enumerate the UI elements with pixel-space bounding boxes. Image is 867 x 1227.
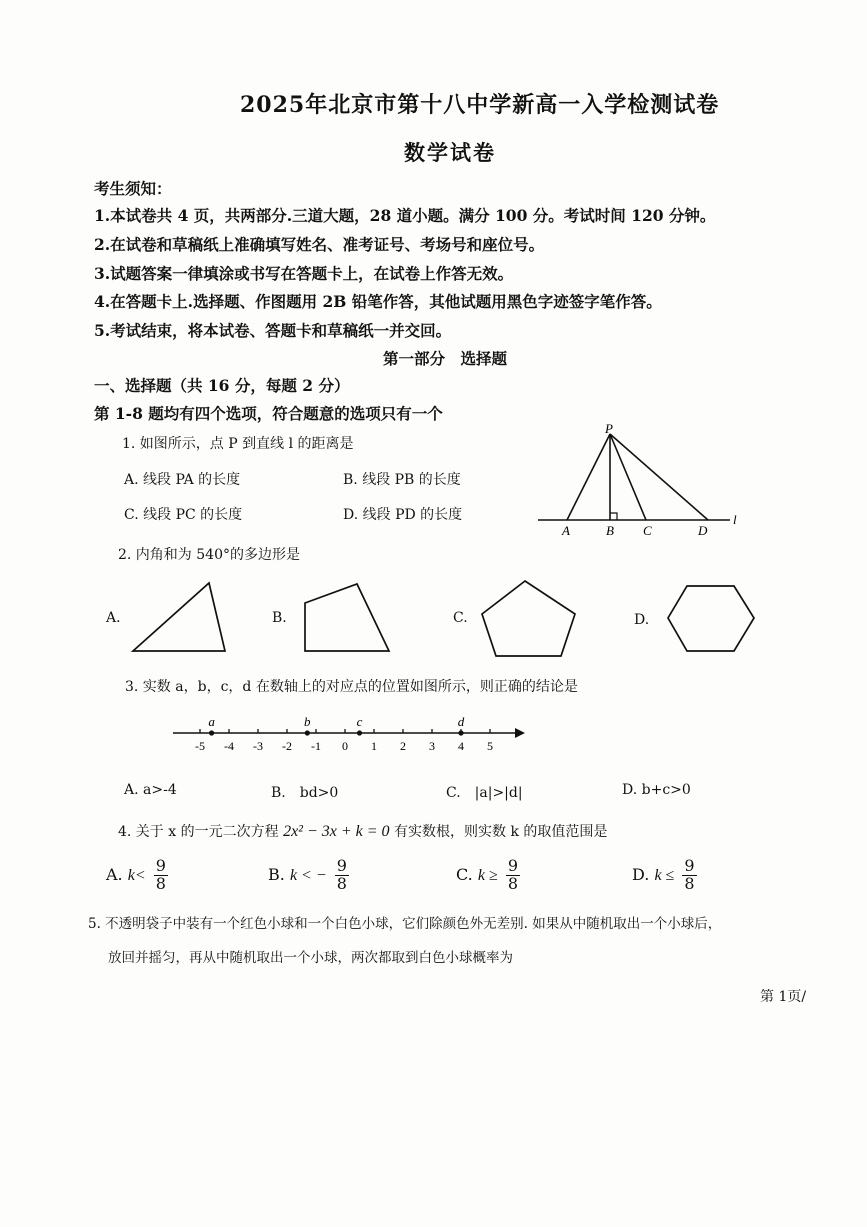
- number-line-arrow: [515, 728, 525, 738]
- tick-label: 1: [371, 739, 377, 753]
- q4-option-b: B. k < − $\frac{9}{8}$: [268, 856, 347, 893]
- quadrilateral-shape: [297, 578, 397, 658]
- tick-label: -2: [282, 739, 292, 753]
- tick-label: 2: [400, 739, 406, 753]
- q1-option-a: A. 线段 PA 的长度: [124, 472, 241, 488]
- q4-stem: [118, 821, 607, 841]
- q3-option-b: B. bd>0: [271, 785, 339, 801]
- tick-label: 4: [458, 739, 464, 753]
- q1-option-d: D. 线段 PD 的长度: [343, 507, 463, 523]
- fraction: $\frac{9}{8}$: [336, 856, 347, 893]
- q4-stem-post: 有实数根，则实数 k 的取值范围是: [394, 824, 608, 840]
- label-c: C: [643, 523, 652, 538]
- q2-option-c: C.: [453, 610, 468, 626]
- hexagon-shape: [664, 582, 759, 657]
- label-a: A: [562, 523, 570, 538]
- tick-label: -5: [195, 739, 205, 753]
- fraction: $\frac{9}{8}$: [507, 856, 519, 893]
- tick-label: 5: [487, 739, 493, 753]
- q3-option-d: D. b+c>0: [622, 782, 691, 798]
- page-number: 第 1页/: [760, 989, 807, 1005]
- q1-stem: 1. 如图所示，点 P 到直线 l 的距离是: [122, 436, 354, 452]
- q4-stem-pre: 4. 关于 x 的一元二次方程: [118, 824, 279, 840]
- notice-item-2: 2.在试卷和草稿纸上准确填写姓名、准考证号、考场号和座位号。: [94, 235, 545, 254]
- segment-pc: [610, 434, 646, 520]
- exam-title: 2025年北京市第十八中学新高一入学检测试卷: [240, 92, 720, 118]
- triangle-shape: [125, 575, 235, 660]
- point-a: [209, 730, 214, 735]
- segment-pd: [610, 434, 708, 520]
- tick-label: -1: [311, 739, 321, 753]
- q2-option-b: B.: [272, 610, 287, 626]
- notice-item-5: 5.考试结束，将本试卷、答题卡和草稿纸一并交回。: [94, 321, 452, 340]
- fraction: $\frac{9}{8}$: [155, 856, 166, 893]
- tick-label: -3: [253, 739, 263, 753]
- q4-option-c: C. k ≥ $\frac{9}{8}$: [456, 856, 519, 893]
- q3-option-a: A. a>-4: [124, 782, 177, 798]
- q4-option-d: D. k ≤ $\frac{9}{8}$: [632, 856, 695, 893]
- label-p: P: [605, 421, 613, 436]
- point-d: [458, 730, 463, 735]
- section-heading: 一、选择题（共 16 分，每题 2 分）: [94, 376, 350, 395]
- q2-option-d: D.: [634, 612, 650, 628]
- q2-option-a: A.: [106, 610, 121, 626]
- point-label-a: a: [208, 714, 215, 729]
- pentagon-shape: [477, 578, 587, 660]
- q2-stem: 2. 内角和为 540°的多边形是: [118, 547, 300, 563]
- q1-figure: [530, 420, 750, 545]
- number-line: [165, 712, 535, 757]
- tick-label: -4: [224, 739, 234, 753]
- tick-label: 0: [342, 739, 348, 753]
- point-label-b: b: [304, 714, 311, 729]
- point-label-c: c: [356, 714, 363, 729]
- exam-subtitle: 数学试卷: [404, 140, 496, 165]
- q3-option-c: C. |a|>|d|: [446, 785, 523, 801]
- fraction: $\frac{9}{8}$: [684, 856, 695, 893]
- segment-pa: [567, 434, 610, 520]
- notice-item-4: 4.在答题卡上.选择题、作图题用 2B 铅笔作答，其他试题用黑色字迹签字笔作答。: [94, 292, 662, 311]
- point-b: [305, 730, 310, 735]
- label-l: l: [733, 512, 737, 527]
- q3-stem: 3. 实数 a，b，c，d 在数轴上的对应点的位置如图所示，则正确的结论是: [125, 679, 578, 695]
- tick-label: 3: [429, 739, 435, 753]
- point-label-d: d: [457, 714, 465, 729]
- q5-line-1: 5. 不透明袋子中装有一个红色小球和一个白色小球，它们除颜色外无差别. 如果从中随机取出一个小球后，: [88, 916, 722, 932]
- q4-equation: 2x² − 3x + k = 0: [283, 823, 390, 840]
- notice-item-3: 3.试题答案一律填涂或书写在答题卡上，在试卷上作答无效。: [94, 264, 514, 283]
- q1-option-c: C. 线段 PC 的长度: [124, 507, 243, 523]
- q1-option-b: B. 线段 PB 的长度: [343, 472, 461, 488]
- right-angle-mark: [610, 513, 617, 520]
- q5-line-2: 放回并摇匀，再从中随机取出一个小球，两次都取到白色小球概率为: [108, 950, 513, 966]
- section-instruction: 第 1-8 题均有四个选项，符合题意的选项只有一个: [94, 404, 443, 423]
- label-d: D: [698, 523, 708, 538]
- notice-heading: 考生须知：: [94, 179, 172, 198]
- label-b: B: [606, 523, 614, 538]
- notice-item-1: 1.本试卷共 4 页，共两部分.三道大题，28 道小题。满分 100 分。考试时间 120 分钟。: [94, 206, 716, 225]
- part1-heading: 第一部分 选择题: [383, 349, 508, 368]
- q4-option-a: A. k< $\frac{9}{8}$: [106, 856, 166, 893]
- point-c: [357, 730, 362, 735]
